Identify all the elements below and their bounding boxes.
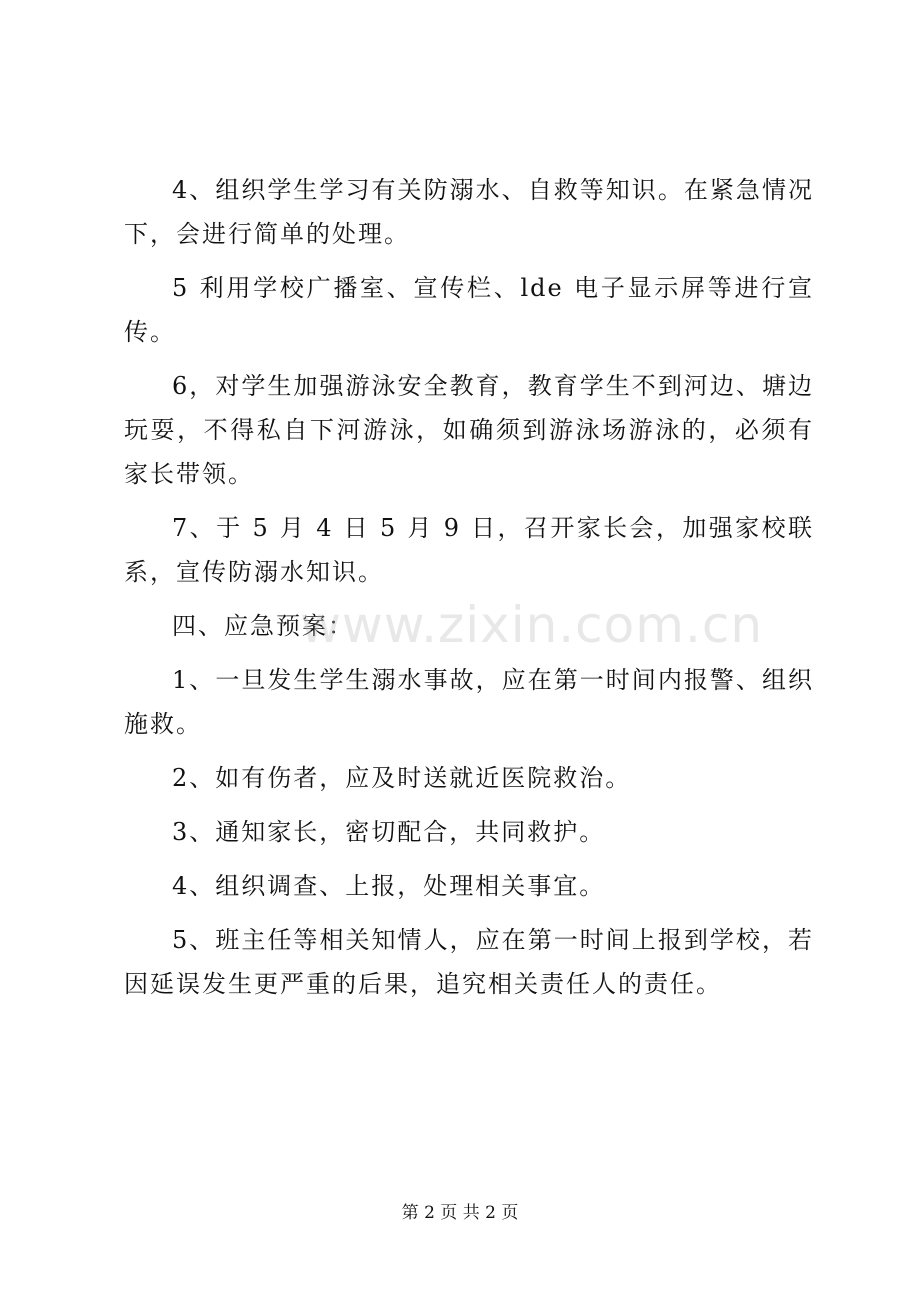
paragraph-item-4-education: 4、组织学生学习有关防溺水、自救等知识。在紧急情况下，会进行简单的处理。 [124, 176, 814, 248]
document-body [124, 168, 814, 1016]
section-heading-emergency-plan: 四、应急预案： [172, 612, 354, 640]
paragraph-item-7-parent-meeting: 7、于 5 月 4 日 5 月 9 日，召开家长会，加强家校联系，宣传防溺水知识。 [124, 514, 814, 586]
watermark: www.zixin.com.cn [300, 596, 764, 654]
paragraph-emergency-2: 2、如有伤者，应及时送就近医院救治。 [172, 764, 632, 792]
paragraph-item-6-swimming-safety: 6，对学生加强游泳安全教育，教育学生不到河边、塘边玩耍，不得私自下河游泳，如确须到游泳场游泳的，必须有家长带领。 [124, 372, 814, 488]
paragraph-emergency-5: 5、班主任等相关知情人，应在第一时间上报到学校，若因延误发生更严重的后果，追究相关责任人的责任。 [124, 926, 814, 998]
page-number-footer: 第 2 页 共 2 页 [401, 1203, 519, 1223]
paragraph-emergency-4: 4、组织调查、上报，处理相关事宜。 [172, 872, 606, 900]
paragraph-emergency-3: 3、通知家长，密切配合，共同救护。 [172, 818, 606, 846]
paragraph-item-5-publicity: 5 利用学校广播室、宣传栏、lde 电子显示屏等进行宣传。 [124, 274, 814, 346]
paragraph-emergency-1: 1、一旦发生学生溺水事故，应在第一时间内报警、组织施救。 [124, 666, 814, 738]
